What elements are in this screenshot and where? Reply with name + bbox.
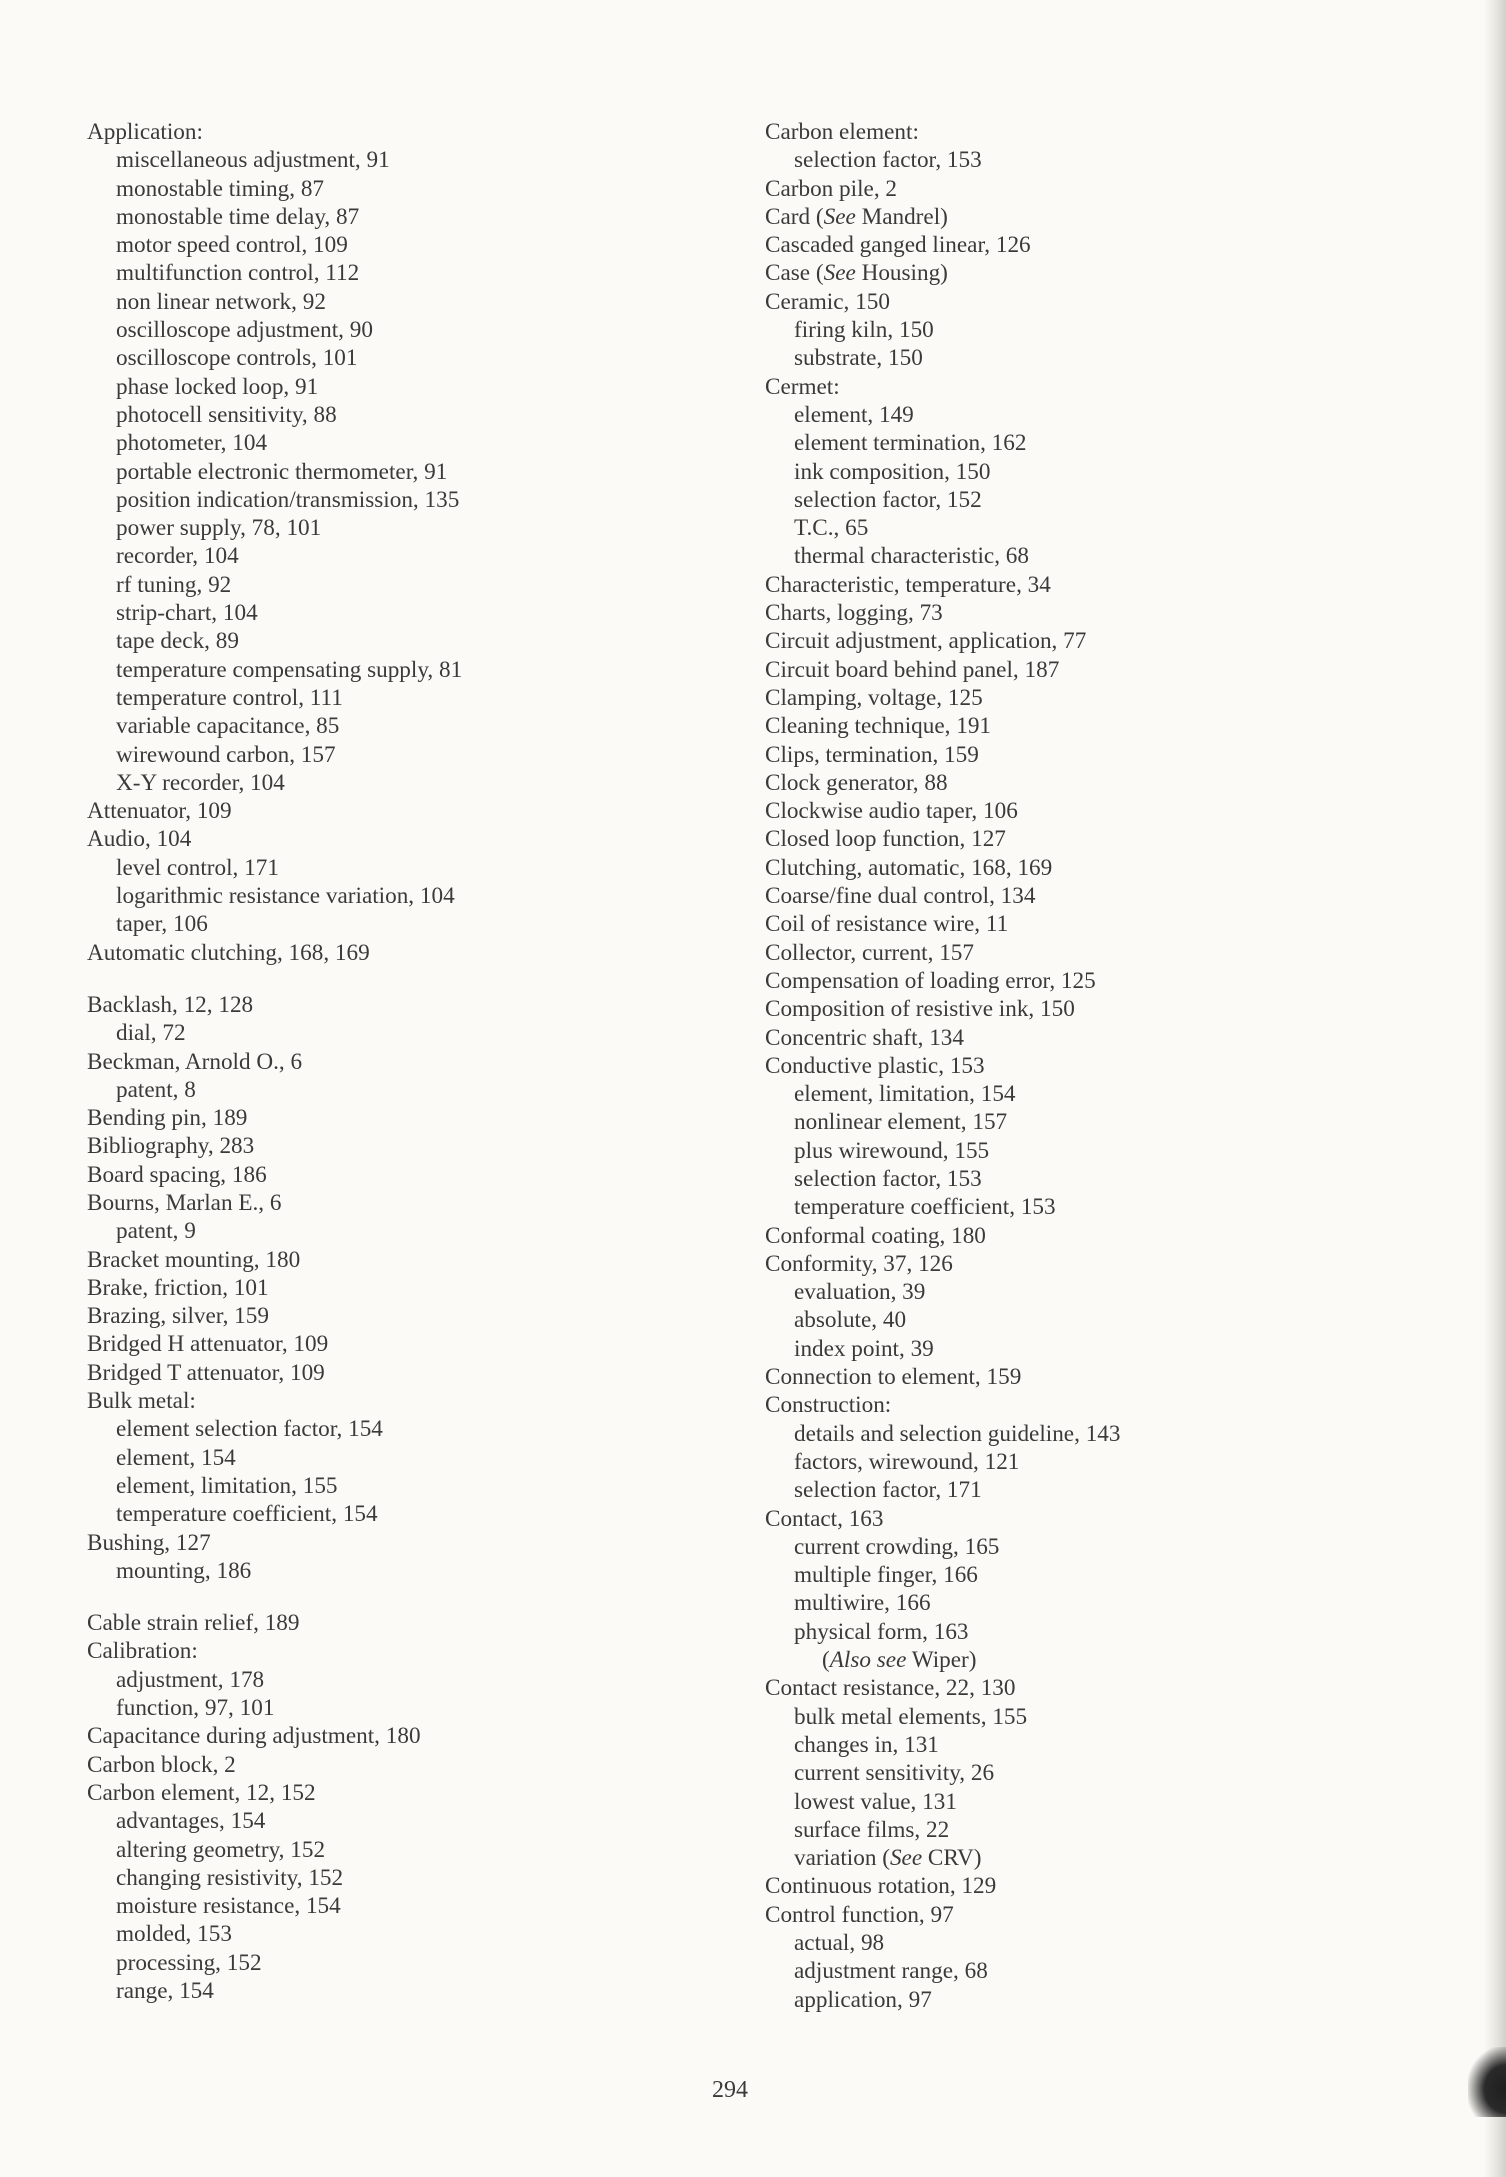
index-entry: Automatic clutching, 168, 169 <box>87 939 370 966</box>
index-subentry: mounting, 186 <box>116 1557 252 1584</box>
index-entry: Connection to element, 159 <box>765 1364 1022 1391</box>
index-entry: Carbon pile, 2 <box>765 175 898 202</box>
index-entry: Circuit board behind panel, 187 <box>765 656 1060 683</box>
index-subentry: advantages, 154 <box>116 1808 266 1835</box>
index-subentry: variable capacitance, 85 <box>116 713 340 740</box>
index-subentry: processing, 152 <box>116 1949 262 1976</box>
index-subentry: lowest value, 131 <box>794 1788 957 1815</box>
index-entry: Coarse/fine dual control, 134 <box>765 883 1036 910</box>
index-subentry: nonlinear element, 157 <box>794 1109 1008 1136</box>
index-subentry: recorder, 104 <box>116 543 239 570</box>
entry-text: Wiper) <box>906 1647 977 1674</box>
index-entry: Clamping, voltage, 125 <box>765 684 983 711</box>
index-subentry <box>765 1844 1405 1872</box>
index-subentry: power supply, 78, 101 <box>116 515 322 542</box>
cross-reference: See <box>889 1845 923 1872</box>
index-subentry: wirewound carbon, 157 <box>116 741 336 768</box>
index-entry: Collector, current, 157 <box>765 939 974 966</box>
index-subentry: temperature compensating supply, 81 <box>116 656 463 683</box>
index-subentry: adjustment range, 68 <box>794 1958 988 1985</box>
index-entry: Clockwise audio taper, 106 <box>765 798 1018 825</box>
index-entry: Compensation of loading error, 125 <box>765 967 1096 994</box>
index-entry: Concentric shaft, 134 <box>765 1024 964 1051</box>
index-subentry: selection factor, 171 <box>794 1477 982 1504</box>
index-subentry: patent, 8 <box>116 1076 196 1103</box>
index-subentry: thermal characteristic, 68 <box>794 543 1029 570</box>
index-entry: Audio, 104 <box>87 826 192 853</box>
entry-text: ( <box>822 1647 830 1674</box>
index-subentry: actual, 98 <box>794 1930 885 1956</box>
index-entry: Clutching, automatic, 168, 169 <box>765 854 1053 881</box>
index-subentry: absolute, 40 <box>794 1307 907 1334</box>
index-entry: Bibliography, 283 <box>87 1133 255 1160</box>
index-subentry: index point, 39 <box>794 1335 934 1362</box>
index-entry: Brake, friction, 101 <box>87 1274 269 1301</box>
index-subentry: miscellaneous adjustment, 91 <box>116 147 390 174</box>
index-entry: Conductive plastic, 153 <box>765 1052 985 1079</box>
index-entry: Construction: <box>765 1392 892 1419</box>
index-entry: Calibration: <box>87 1638 198 1665</box>
index-subentry: element, limitation, 154 <box>794 1081 1016 1108</box>
index-subentry: adjustment, 178 <box>116 1666 265 1693</box>
index-entry: Conformal coating, 180 <box>765 1222 986 1249</box>
index-entry: Carbon element, 12, 152 <box>87 1779 316 1806</box>
index-entry: Bourns, Marlan E., 6 <box>87 1189 282 1216</box>
index-subentry <box>765 1646 1405 1674</box>
index-subentry: bulk metal elements, 155 <box>794 1703 1028 1730</box>
index-subentry: element termination, 162 <box>794 430 1027 457</box>
index-entry: Brazing, silver, 159 <box>87 1303 269 1330</box>
entry-text: Housing) <box>855 260 948 287</box>
index-subentry: strip-chart, 104 <box>116 600 258 627</box>
index-entry: Continuous rotation, 129 <box>765 1873 997 1900</box>
index-column-left <box>87 118 727 2005</box>
index-entry: Clock generator, 88 <box>765 769 948 796</box>
entry-text: Mandrel) <box>855 203 948 230</box>
index-subentry: T.C., 65 <box>794 515 869 542</box>
index-subentry: current crowding, 165 <box>794 1533 1000 1560</box>
index-subentry: molded, 153 <box>116 1921 232 1948</box>
index-subentry: multifunction control, 112 <box>116 260 360 287</box>
index-subentry: multiwire, 166 <box>794 1590 931 1617</box>
index-entry: Clips, termination, 159 <box>765 741 979 768</box>
index-subentry: oscilloscope adjustment, 90 <box>116 317 373 344</box>
index-entry: Cascaded ganged linear, 126 <box>765 232 1031 259</box>
index-subentry: temperature coefficient, 154 <box>116 1501 378 1528</box>
index-entry: Board spacing, 186 <box>87 1161 267 1188</box>
index-subentry: changing resistivity, 152 <box>116 1864 344 1891</box>
index-entry: Bridged T attenuator, 109 <box>87 1359 325 1386</box>
index-column-right <box>765 118 1405 2014</box>
index-subentry: details and selection guideline, 143 <box>794 1420 1121 1447</box>
index-entry: Carbon block, 2 <box>87 1751 236 1778</box>
index-subentry: temperature control, 111 <box>116 684 343 711</box>
index-subentry: monostable timing, 87 <box>116 175 325 202</box>
index-entry: Cleaning technique, 191 <box>765 713 992 740</box>
index-subentry: taper, 106 <box>116 911 208 938</box>
index-subentry: logarithmic resistance variation, 104 <box>116 883 455 910</box>
index-subentry: phase locked loop, 91 <box>116 373 319 400</box>
entry-text: CRV) <box>922 1845 982 1872</box>
index-entry: Composition of resistive ink, 150 <box>765 996 1075 1023</box>
index-entry: Characteristic, temperature, 34 <box>765 571 1051 598</box>
index-subentry: motor speed control, 109 <box>116 232 348 259</box>
index-entry: Bracket mounting, 180 <box>87 1246 301 1273</box>
index-subentry: factors, wirewound, 121 <box>794 1448 1020 1475</box>
index-subentry: evaluation, 39 <box>794 1279 926 1306</box>
index-entry: Control function, 97 <box>765 1901 954 1928</box>
index-subentry: photocell sensitivity, 88 <box>116 401 337 428</box>
index-subentry: current sensitivity, 26 <box>794 1760 995 1787</box>
index-subentry: application, 97 <box>794 1986 932 2013</box>
index-entry: Bulk metal: <box>87 1388 196 1415</box>
index-entry: Bridged H attenuator, 109 <box>87 1331 329 1358</box>
index-entry: Cermet: <box>765 373 840 400</box>
index-subentry: portable electronic thermometer, 91 <box>116 458 448 485</box>
index-subentry: selection factor, 153 <box>794 1165 982 1192</box>
index-subentry: altering geometry, 152 <box>116 1836 326 1863</box>
index-entry: Conformity, 37, 126 <box>765 1250 953 1277</box>
index-subentry: plus wirewound, 155 <box>794 1137 990 1164</box>
page-edge-shadow <box>1484 0 1506 2177</box>
index-entry <box>765 259 1405 287</box>
index-subentry: function, 97, 101 <box>116 1695 275 1722</box>
index-subentry: element, 154 <box>116 1444 236 1471</box>
index-entry: Attenuator, 109 <box>87 798 232 825</box>
index-entry: Ceramic, 150 <box>765 288 890 315</box>
entry-text: Card ( <box>765 203 824 230</box>
index-subentry: monostable time delay, 87 <box>116 203 360 230</box>
index-subentry: temperature coefficient, 153 <box>794 1194 1056 1221</box>
index-subentry: element, 149 <box>794 401 914 428</box>
index-subentry: ink composition, 150 <box>794 458 991 485</box>
index-subentry: substrate, 150 <box>794 345 923 372</box>
index-entry: Bending pin, 189 <box>87 1105 248 1132</box>
index-subentry: tape deck, 89 <box>116 628 239 655</box>
index-entry: Contact, 163 <box>765 1505 884 1532</box>
index-entry: Bushing, 127 <box>87 1529 211 1556</box>
index-entry: Charts, logging, 73 <box>765 600 943 627</box>
index-subentry: patent, 9 <box>116 1218 196 1245</box>
index-subentry: selection factor, 153 <box>794 147 982 174</box>
index-subentry: X-Y recorder, 104 <box>116 769 285 796</box>
index-subentry: element selection factor, 154 <box>116 1416 383 1443</box>
index-entry: Contact resistance, 22, 130 <box>765 1675 1016 1702</box>
index-subentry: oscilloscope controls, 101 <box>116 345 358 372</box>
entry-text: variation ( <box>794 1845 890 1872</box>
index-subentry: dial, 72 <box>116 1020 186 1047</box>
index-entry: Circuit adjustment, application, 77 <box>765 628 1087 655</box>
index-subentry: rf tuning, 92 <box>116 571 232 598</box>
index-entry: Application: <box>87 119 203 145</box>
index-subentry: non linear network, 92 <box>116 288 326 315</box>
index-subentry: element, limitation, 155 <box>116 1472 338 1499</box>
index-entry: Carbon element: <box>765 119 919 145</box>
page-edge-mark <box>1468 2047 1506 2117</box>
index-subentry: range, 154 <box>116 1978 214 2004</box>
index-subentry: level control, 171 <box>116 854 279 881</box>
cross-reference: See <box>823 203 856 230</box>
index-entry: Cable strain relief, 189 <box>87 1610 300 1637</box>
index-subentry: selection factor, 152 <box>794 486 982 513</box>
index-entry <box>765 203 1405 231</box>
index-subentry: changes in, 131 <box>794 1731 939 1758</box>
index-subentry: surface films, 22 <box>794 1816 950 1843</box>
index-subentry: multiple finger, 166 <box>794 1562 978 1589</box>
index-subentry: moisture resistance, 154 <box>116 1893 341 1920</box>
index-entry: Closed loop function, 127 <box>765 826 1006 853</box>
index-subentry: position indication/transmission, 135 <box>116 486 460 513</box>
index-subentry: firing kiln, 150 <box>794 317 934 344</box>
entry-text: Case ( <box>765 260 824 287</box>
index-subentry: physical form, 163 <box>794 1618 969 1645</box>
index-entry: Beckman, Arnold O., 6 <box>87 1048 303 1075</box>
index-subentry: photometer, 104 <box>116 430 268 457</box>
index-entry: Backlash, 12, 128 <box>87 991 254 1018</box>
page-number: 294 <box>712 2077 748 2103</box>
index-entry: Capacitance during adjustment, 180 <box>87 1723 421 1750</box>
cross-reference: See <box>823 260 856 287</box>
index-entry: Coil of resistance wire, 11 <box>765 911 1009 938</box>
cross-reference: Also see <box>829 1647 907 1674</box>
